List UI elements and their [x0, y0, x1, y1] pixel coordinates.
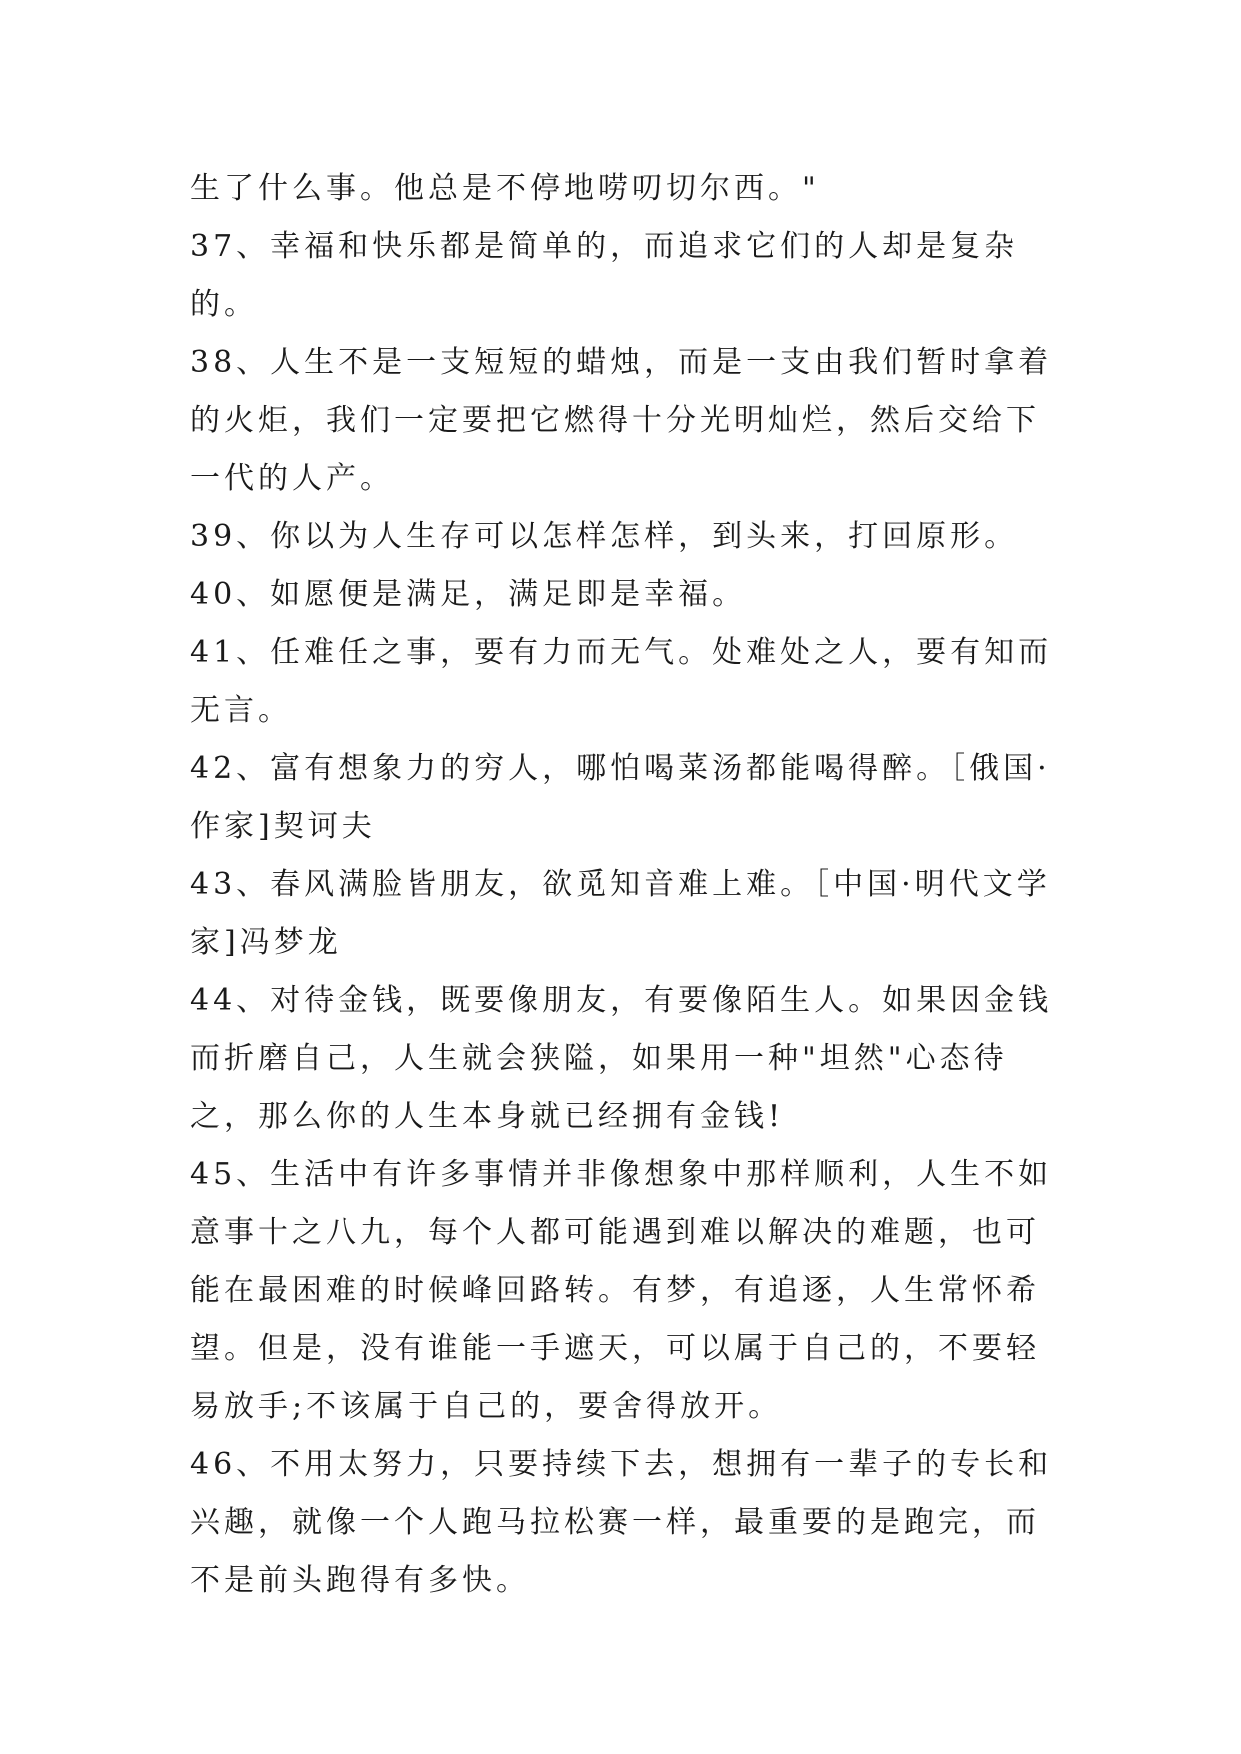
paragraph-42: 42、富有想象力的穷人，哪怕喝菜汤都能喝得醉。［俄国·作家]契诃夫: [190, 751, 1051, 844]
paragraph-43: 43、春风满脸皆朋友，欲觅知音难上难。［中国·明代文学家]冯梦龙: [190, 867, 1051, 960]
paragraph-37: 37、幸福和快乐都是简单的，而追求它们的人却是复杂的。: [190, 229, 1019, 322]
paragraph-39: 39、你以为人生存可以怎样怎样，到头来，打回原形。: [190, 519, 1019, 554]
document-body: [190, 160, 1070, 1610]
paragraph-45: 45、生活中有许多事情并非像想象中那样顺利，人生不如意事十之八九，每个人都可能遇到难以解决的难题，也可能在最困难的时候峰回路转。有梦，有追逐，人生常怀希望。但是，没有谁能一手遮天，可以属于自己的，不要轻易放手;不该属于自己的，要舍得放开。: [190, 1157, 1053, 1424]
paragraph-46: 46、不用太努力，只要持续下去，想拥有一辈子的专长和兴趣，就像一个人跑马拉松赛一样，最重要的是跑完，而不是前头跑得有多快。: [190, 1447, 1053, 1598]
paragraph-44: 44、对待金钱，既要像朋友，有要像陌生人。如果因金钱而折磨自己，人生就会狭隘，如果用一种"坦然"心态待之，那么你的人生本身就已经拥有金钱!: [190, 983, 1053, 1134]
paragraph-continuation: 生了什么事。他总是不停地唠叨切尔西。": [190, 171, 820, 206]
paragraph-41: 41、任难任之事，要有力而无气。处难处之人，要有知而无言。: [190, 635, 1053, 728]
paragraph-40: 40、如愿便是满足，满足即是幸福。: [190, 577, 747, 612]
paragraph-38: 38、人生不是一支短短的蜡烛，而是一支由我们暂时拿着的火炬，我们一定要把它燃得十分光明灿烂，然后交给下一代的人产。: [190, 345, 1053, 496]
